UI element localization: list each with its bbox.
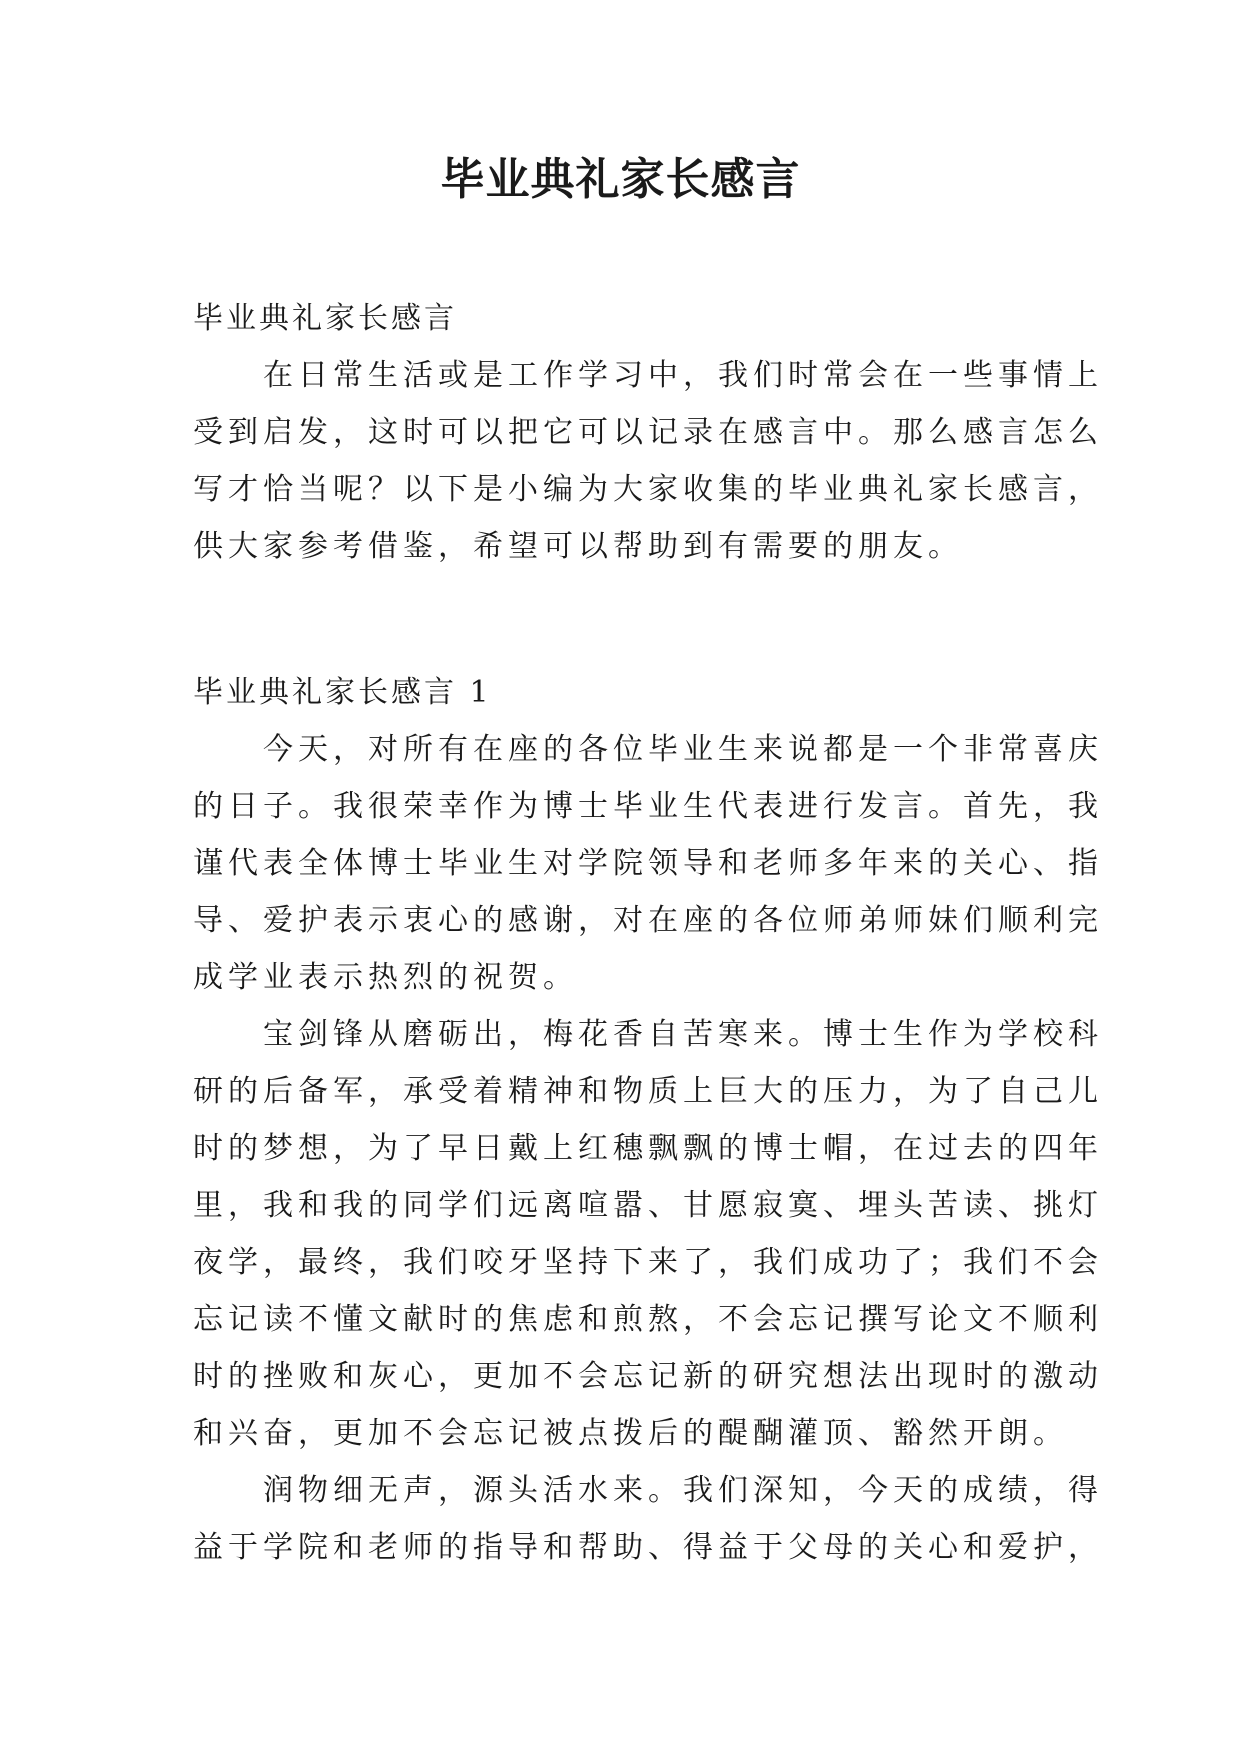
text-line: 的日子。我很荣幸作为博士毕业生代表进行发言。首先，我 [193,789,1103,824]
text-line: 在日常生活或是工作学习中，我们时常会在一些事情上 [193,358,1103,393]
text-line: 谨代表全体博士毕业生对学院领导和老师多年来的关心、指 [193,846,1103,881]
text-line: 时的梦想，为了早日戴上红穗飘飘的博士帽，在过去的四年 [193,1131,1103,1166]
text-line: 受到启发，这时可以把它可以记录在感言中。那么感言怎么 [193,415,1103,450]
text-line: 润物细无声，源头活水来。我们深知，今天的成绩，得 [193,1473,1103,1508]
text-line: 写才恰当呢？以下是小编为大家收集的毕业典礼家长感言， [193,472,1103,507]
text-line: 今天，对所有在座的各位毕业生来说都是一个非常喜庆 [193,732,1103,767]
text-line: 导、爱护表示衷心的感谢，对在座的各位师弟师妹们顺利完 [193,903,1103,938]
document-title: 毕业典礼家长感言 [440,154,801,205]
text-line: 时的挫败和灰心，更加不会忘记新的研究想法出现时的激动 [193,1359,1103,1394]
text-line: 成学业表示热烈的祝贺。 [193,960,578,995]
section-heading: 毕业典礼家长感言 [193,301,457,336]
text-line: 供大家参考借鉴，希望可以帮助到有需要的朋友。 [193,529,963,564]
text-line: 益于学院和老师的指导和帮助、得益于父母的关心和爱护， [193,1530,1103,1565]
text-line: 忘记读不懂文献时的焦虑和煎熬，不会忘记撰写论文不顺利 [193,1302,1103,1337]
document-body [193,290,1103,1576]
section-heading: 毕业典礼家长感言 1 [193,675,492,710]
paragraph-gap [193,591,1063,648]
text-line: 和兴奋，更加不会忘记被点拨后的醍醐灌顶、豁然开朗。 [193,1416,1068,1451]
text-line: 夜学，最终，我们咬牙坚持下来了，我们成功了；我们不会 [193,1245,1103,1280]
text-line: 里，我和我的同学们远离喧嚣、甘愿寂寞、埋头苦读、挑灯 [193,1188,1103,1223]
text-line: 宝剑锋从磨砺出，梅花香自苦寒来。博士生作为学校科 [193,1017,1103,1052]
text-line: 研的后备军，承受着精神和物质上巨大的压力，为了自己儿 [193,1074,1103,1109]
